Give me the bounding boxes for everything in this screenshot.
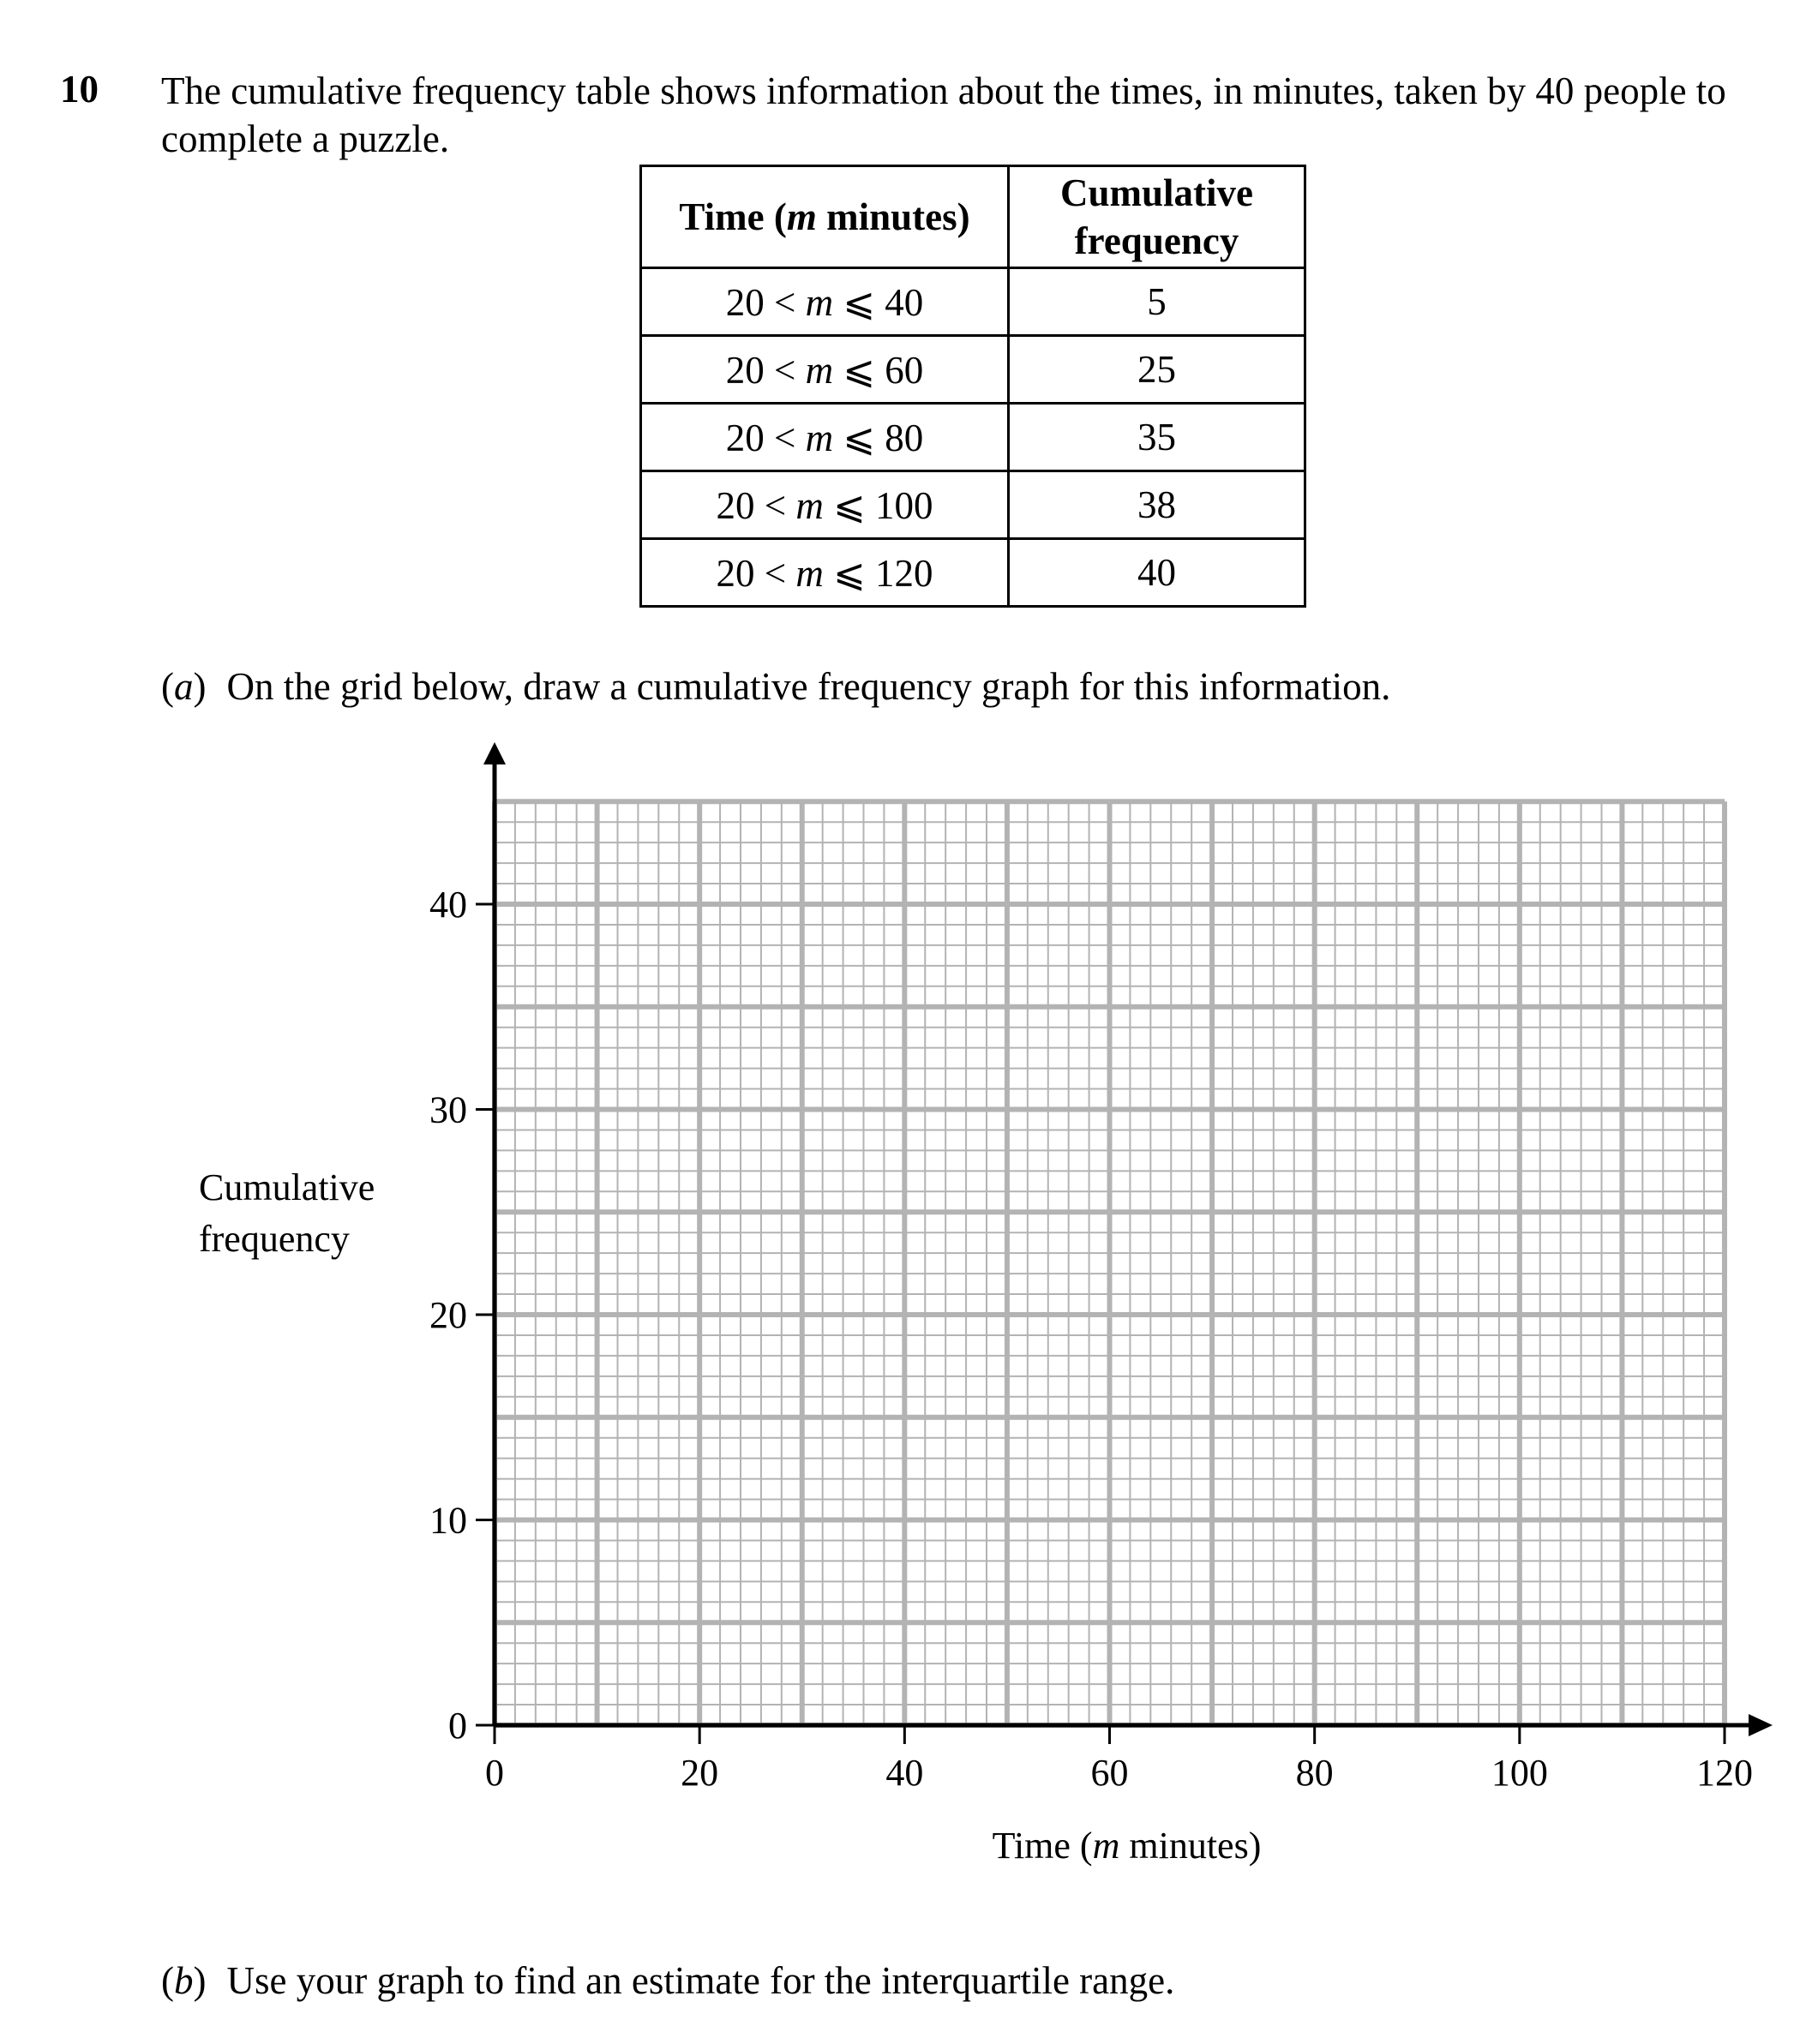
part-b: (b) Use your graph to find an estimate for the interquartile range. [161, 1959, 1175, 2002]
cumulative-frequency-cell: 25 [1009, 336, 1305, 404]
time-interval-cell: 20 < m ⩽ 40 [641, 268, 1009, 336]
part-b-text: Use your graph to find an estimate for the interquartile range. [226, 1959, 1175, 2002]
part-b-label: b [174, 1959, 194, 2002]
y-axis-arrow [483, 742, 506, 764]
x-tick-label: 0 [485, 1752, 504, 1794]
x-axis-label: Time (m minutes) [992, 1825, 1262, 1867]
time-interval-cell: 20 < m ⩽ 60 [641, 336, 1009, 404]
y-tick-label: 0 [448, 1705, 467, 1747]
header-cumulative-frequency: Cumulative frequency [1009, 166, 1305, 268]
y-axis-label-line1: Cumulative [199, 1166, 375, 1208]
x-tick-label: 120 [1696, 1752, 1753, 1794]
table-row [641, 471, 1305, 539]
time-interval-cell: 20 < m ⩽ 120 [641, 539, 1009, 607]
x-tick-label: 40 [885, 1752, 924, 1794]
table-row [641, 336, 1305, 404]
question-number: 10 [60, 68, 99, 111]
cumulative-frequency-table [639, 165, 1306, 608]
cumulative-frequency-cell: 40 [1009, 539, 1305, 607]
table-row [641, 268, 1305, 336]
x-axis-arrow [1749, 1714, 1773, 1736]
cumulative-frequency-grid[interactable] [0, 728, 1818, 1894]
x-tick-label: 60 [1090, 1752, 1129, 1794]
cumulative-frequency-cell: 35 [1009, 404, 1305, 471]
cumulative-frequency-cell: 5 [1009, 268, 1305, 336]
part-a-label: a [174, 665, 194, 708]
time-interval-cell: 20 < m ⩽ 100 [641, 471, 1009, 539]
y-tick-label: 10 [429, 1499, 467, 1542]
table-row [641, 539, 1305, 607]
x-tick-label: 100 [1491, 1752, 1548, 1794]
part-a: (a) On the grid below, draw a cumulative frequency graph for this information. [161, 665, 1391, 708]
part-a-text: On the grid below, draw a cumulative frequency graph for this information. [226, 665, 1391, 708]
y-tick-label: 40 [429, 884, 467, 926]
y-tick-label: 30 [429, 1088, 467, 1131]
table-header-row [641, 166, 1305, 268]
question-stem: The cumulative frequency table shows information about the times, in minutes, taken by 40 people to complete a puzzle. [161, 69, 1726, 160]
x-tick-label: 20 [681, 1752, 719, 1794]
x-tick-label: 80 [1295, 1752, 1334, 1794]
table-row [641, 404, 1305, 471]
y-tick-label: 20 [429, 1294, 467, 1336]
time-interval-cell: 20 < m ⩽ 80 [641, 404, 1009, 471]
cumulative-frequency-cell: 38 [1009, 471, 1305, 539]
y-axis-label-line2: frequency [199, 1218, 350, 1260]
header-time: Time (m minutes) [641, 166, 1009, 268]
